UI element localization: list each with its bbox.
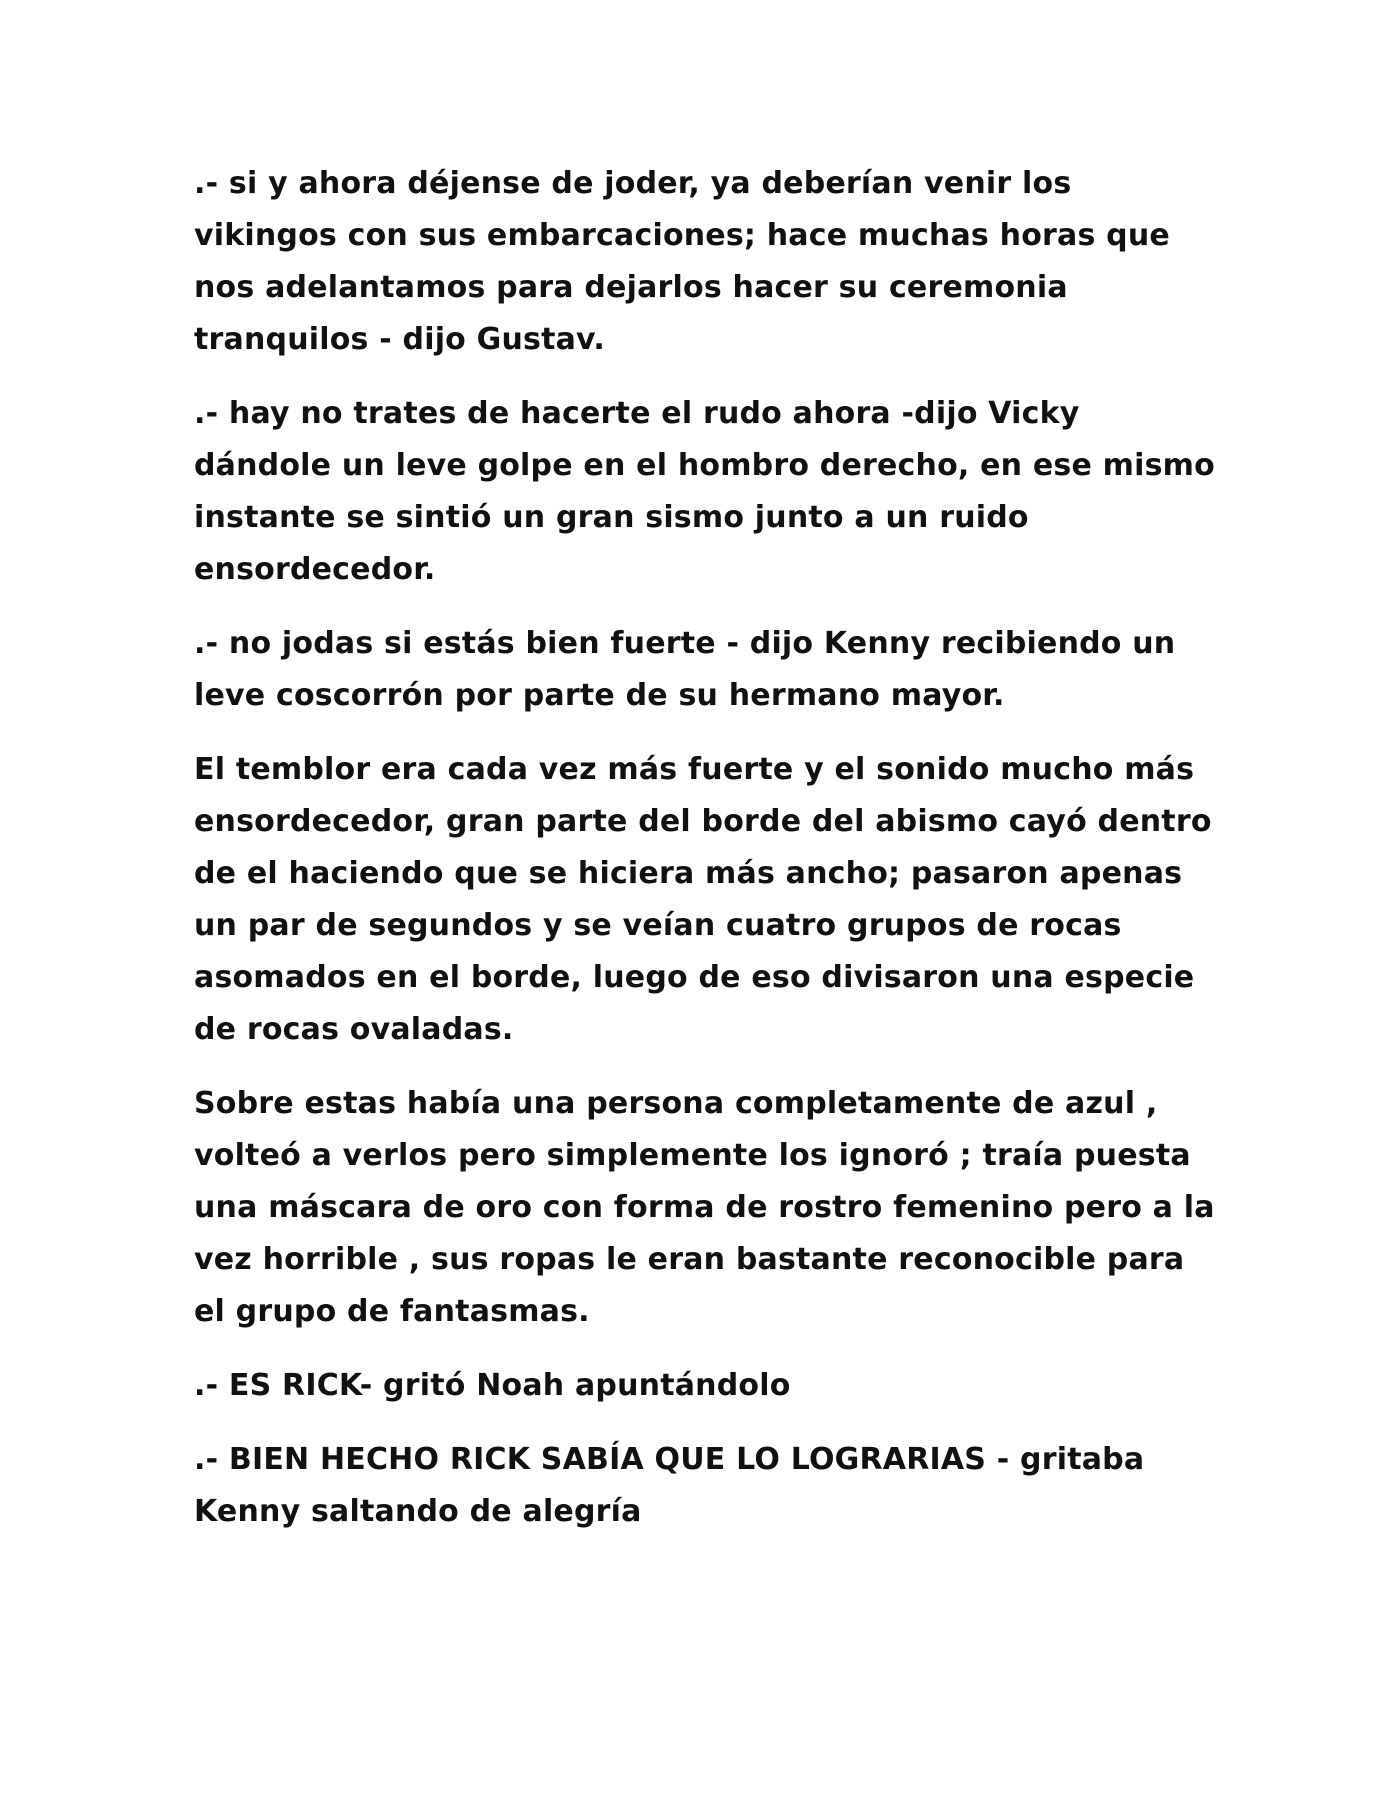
paragraph-6: .- ES RICK- gritó Noah apuntándolo	[194, 1368, 791, 1403]
paragraph-3: .- no jodas si estás bien fuerte - dijo Kenny recibiendo un leve coscorrón por parte de su hermano mayor.	[194, 626, 1176, 713]
paragraph-5: Sobre estas había una persona completamente de azul , volteó a verlos pero simplemente los ignoró ; traía puesta una máscara de oro con forma de rostro femenino pero a la vez horrible , sus ropas le eran bastante reconocible para el grupo de fantasmas.	[194, 1086, 1215, 1329]
paragraph-7: .- BIEN HECHO RICK SABÍA QUE LO LOGRARIAS - gritaba Kenny saltando de alegría	[194, 1442, 1145, 1529]
document-body	[194, 158, 1224, 1560]
paragraph-2: .- hay no trates de hacerte el rudo ahora -dijo Vicky dándole un leve golpe en el hombro derecho, en ese mismo instante se sintió un gran sismo junto a un ruido ensordecedor.	[194, 396, 1215, 587]
paragraph-1: .- si y ahora déjense de joder, ya deberían venir los vikingos con sus embarcaciones; hace muchas horas que nos adelantamos para dejarlos hacer su ceremonia tranquilos - dijo Gustav.	[194, 166, 1170, 357]
paragraph-4: El temblor era cada vez más fuerte y el sonido mucho más ensordecedor, gran parte del borde del abismo cayó dentro de el haciendo que se hiciera más ancho; pasaron apenas un par de segundos y se veían cuatro grupos de rocas asomados en el borde, luego de eso divisaron una especie de rocas ovaladas.	[194, 752, 1212, 1047]
